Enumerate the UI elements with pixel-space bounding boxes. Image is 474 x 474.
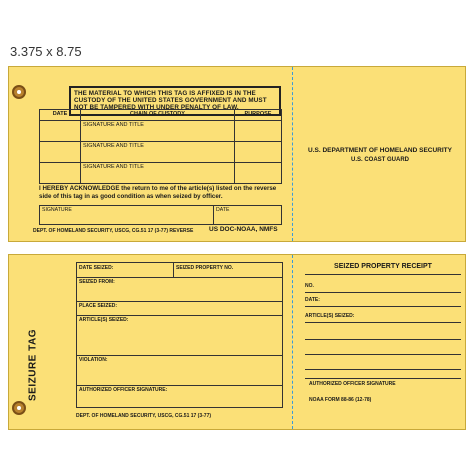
- seized-property-no-label: SEIZED PROPERTY NO.: [176, 265, 234, 271]
- header-date: DATE: [40, 110, 81, 121]
- place-seized-label: PLACE SEIZED:: [79, 303, 118, 309]
- grommet-icon: [12, 85, 26, 99]
- coast-guard: U.S. COAST GUARD: [350, 157, 409, 163]
- table-row: [40, 163, 282, 184]
- perforation-line: [292, 255, 293, 429]
- seizure-form: [76, 262, 283, 408]
- acknowledgement-text: I HEREBY ACKNOWLEDGE the return to me of the article(s) listed on the reverse side of this tag in as good condition as when seized by officer.: [39, 185, 277, 201]
- receipt-no-label: NO.: [305, 283, 314, 289]
- receipt-articles-label: ARTICLE(S) SEIZED:: [305, 313, 355, 319]
- seized-from-row: [77, 277, 282, 302]
- receipt-blank-line: [305, 330, 461, 340]
- receipt-title-rule: [305, 274, 461, 275]
- date-seized-label: DATE SEIZED:: [79, 265, 114, 271]
- form-footer-left: DEPT. OF HOMELAND SECURITY, USCG, CG.51 17 (3-77) REVERSE: [33, 228, 194, 234]
- receipt-articles-line: [305, 313, 461, 323]
- signature-label: SIGNATURE: [42, 207, 72, 213]
- officer-signature-row: [77, 385, 282, 408]
- receipt-signature-line: [305, 378, 461, 379]
- signature-title-label: SIGNATURE AND TITLE: [81, 142, 235, 163]
- violation-label: VIOLATION:: [79, 357, 108, 363]
- department-name: U.S. DEPARTMENT OF HOMELAND SECURITY: [308, 147, 452, 154]
- form-footer: DEPT. OF HOMELAND SECURITY, USCG, CG.51 17 (3-77): [76, 413, 212, 419]
- custody-notice: THE MATERIAL TO WHICH THIS TAG IS AFFIXED IS IN THE CUSTODY OF THE UNITED STATES GOVERNMENT AND MUST NOT BE TAMPERED WITH UNDER PENALTY OF LAW.: [69, 86, 281, 116]
- signature-title-label: SIGNATURE AND TITLE: [81, 121, 235, 142]
- seized-from-label: SEIZED FROM:: [79, 279, 115, 285]
- receipt-no-line: [305, 283, 461, 293]
- signature-box: [39, 205, 282, 225]
- perforation-line: [292, 67, 293, 241]
- seizure-tag-title: SEIZURE TAG: [27, 329, 39, 401]
- form-footer-right: US DOC-NOAA, NMFS: [209, 226, 278, 233]
- department-block: [305, 147, 455, 163]
- signature-title-label: SIGNATURE AND TITLE: [81, 163, 235, 184]
- officer-signature-label: AUTHORIZED OFFICER SIGNATURE:: [79, 387, 168, 393]
- date-label: DATE: [216, 207, 230, 213]
- place-seized-row: [77, 301, 282, 316]
- receipt-blank-line: [305, 345, 461, 355]
- receipt-title: SEIZED PROPERTY RECEIPT: [334, 263, 432, 270]
- header-purpose: PURPOSE: [235, 110, 282, 121]
- receipt-form-number: NOAA FORM 88-86 (12-78): [309, 397, 372, 403]
- header-chain: CHAIN OF CUSTODY: [81, 110, 235, 121]
- violation-row: [77, 355, 282, 386]
- chain-of-custody-table: [39, 109, 282, 184]
- articles-seized-label: ARTICLE(S) SEIZED:: [79, 317, 129, 323]
- date-seized-row: [77, 263, 282, 278]
- table-row: [40, 142, 282, 163]
- seizure-tag: [8, 254, 466, 430]
- chain-of-custody-tag: [8, 66, 466, 242]
- receipt-date-label: DATE:: [305, 297, 320, 303]
- grommet-icon: [12, 401, 26, 415]
- articles-seized-row: [77, 315, 282, 356]
- size-label: 3.375 x 8.75: [10, 44, 82, 59]
- receipt-date-line: [305, 297, 461, 307]
- receipt-blank-line: [305, 360, 461, 370]
- receipt-signature-label: AUTHORIZED OFFICER SIGNATURE: [309, 381, 396, 387]
- table-row: [40, 121, 282, 142]
